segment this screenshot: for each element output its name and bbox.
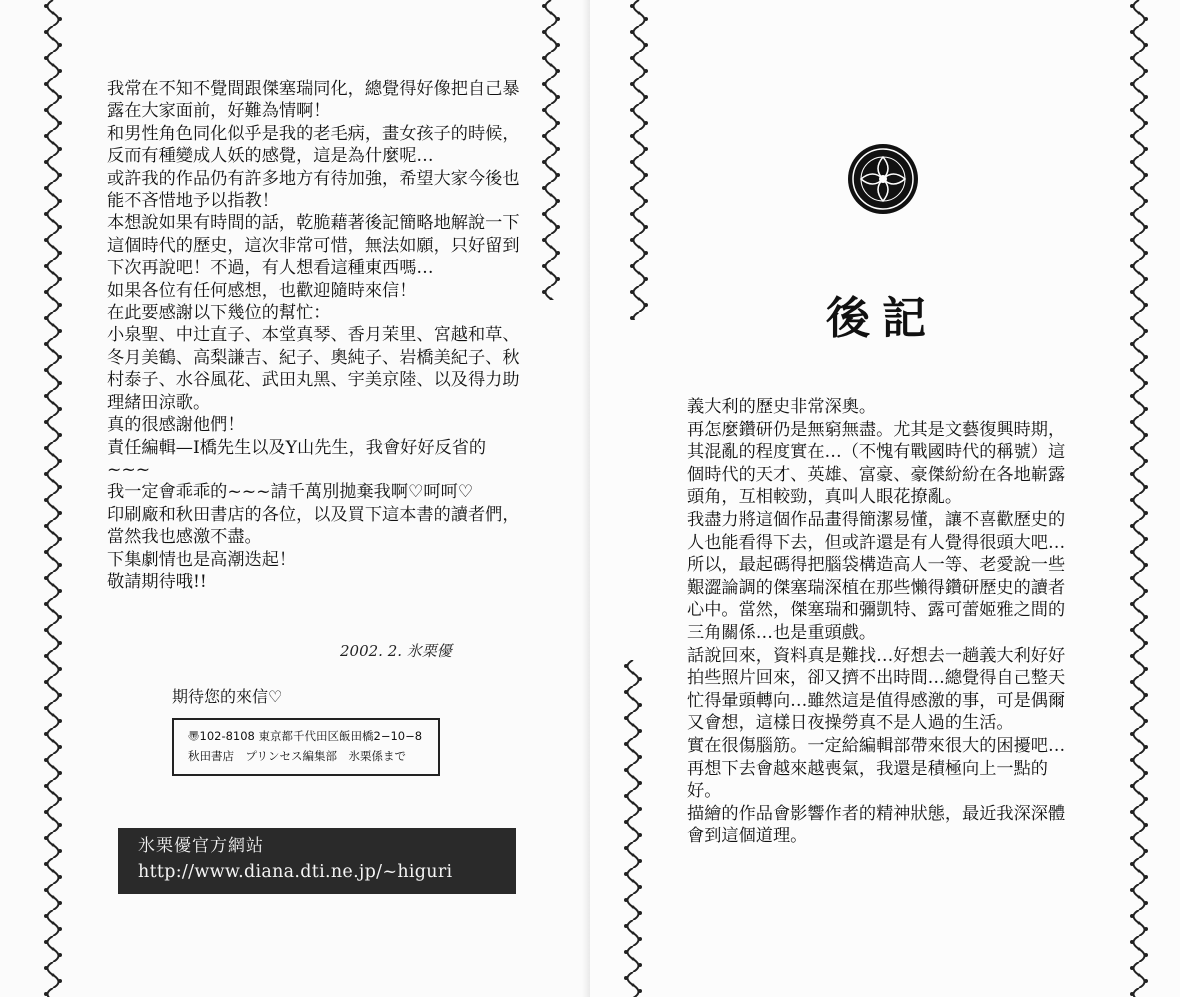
left-paragraph: 小泉聖、中辻直子、本堂真琴、香月茉里、宮越和草、冬月美鶴、高梨謙吉、紀子、奧純子、岩橋美紀子、秋村泰子、水谷風花、武田丸黑、宇美京陸、以及得力助理緒田涼歌。: [107, 325, 520, 413]
right-inner-border-ornament: [626, 0, 650, 320]
right-paragraph: 所以，最起碼得把腦袋構造高人一等、老愛說一些艱澀論調的傑塞瑞深植在那些懶得鑽研歷史的讀者心中。當然，傑塞瑞和彌凱特、露可蕾姬雅之間的三角關係…也是重頭戲。: [687, 555, 1066, 643]
left-paragraph: 責任編輯—I橋先生以及Y山先生，我會好好反省的~~~: [107, 437, 487, 480]
left-outer-border-ornament: [40, 0, 66, 997]
right-outer-border-ornament: [1126, 0, 1152, 997]
address-line: 〠102-8108 東京都千代田区飯田橋2−10−8: [188, 729, 423, 743]
left-paragraph: 我一定會乖乖的~~~請千萬別拋棄我啊♡呵呵♡: [107, 482, 474, 503]
left-inner-border-ornament: [538, 0, 562, 300]
page-title: 後記: [826, 293, 938, 344]
left-paragraph: 或許我的作品仍有許多地方有待加強，希望大家今後也能不吝惜地予以指教！: [107, 168, 520, 212]
letters-heading: 期待您的來信♡: [172, 687, 283, 706]
left-page-text: [107, 78, 527, 593]
site-title: 氷栗優官方網站: [138, 836, 264, 856]
right-paragraph: 義大利的歷史非常深奧。: [687, 397, 877, 417]
right-paragraph: 我盡力將這個作品畫得簡潔易懂，讓不喜歡歷史的人也能看得下去，但或許還是有人覺得很頭大吧…: [687, 509, 1066, 553]
left-paragraph: 和男性角色同化似乎是我的老毛病，畫女孩子的時候，反而有種變成人妖的感覺，這是為什麼呢…: [107, 123, 520, 167]
site-url: http://www.diana.dti.ne.jp/~higuri: [138, 862, 453, 882]
left-paragraph: 真的很感謝他們！: [107, 415, 245, 436]
address-line: 秋田書店 プリンセス編集部 氷栗係まで: [188, 749, 407, 763]
left-paragraph: 在此要感謝以下幾位的幫忙：: [107, 303, 331, 324]
left-paragraph: 印刷廠和秋田書店的各位，以及買下這本書的讀者們，當然我也感激不盡。: [107, 504, 520, 548]
left-paragraph: 如果各位有任何感想，也歡迎隨時來信！: [107, 280, 417, 301]
left-paragraph: 本想說如果有時間的話，乾脆藉著後記簡略地解說一下這個時代的歷史，這次非常可惜，無法如願，只好留到下次再說吧！不過，有人想看這種東西嗎…: [107, 213, 520, 279]
left-paragraph: 敬請期待哦!!: [107, 571, 207, 592]
right-page-text: [687, 396, 1082, 848]
ornament-medallion-icon: [847, 143, 919, 215]
right-paragraph: 話說回來，資料真是難找…好想去一趟義大利好好拍些照片回來，卻又擠不出時間…總覺得自己整天忙得暈頭轉向…雖然這是值得感激的事，可是偶爾又會想，這樣日夜操勞真不是人過的生活。: [687, 645, 1066, 734]
official-site-banner: [118, 828, 516, 894]
left-paragraph: 下集劇情也是高潮迭起！: [107, 549, 297, 570]
left-paragraph: 我常在不知不覺間跟傑塞瑞同化，總覺得好像把自己暴露在大家面前，好難為情啊！: [107, 79, 520, 122]
fan-mail-address-box: [172, 718, 440, 776]
right-paragraph: 描繪的作品會影響作者的精神狀態，最近我深深體會到這個道理。: [687, 803, 1066, 847]
right-inner-lower-ornament: [620, 660, 644, 997]
handwritten-signature: 2002. 2. 氷栗優: [340, 642, 452, 660]
right-paragraph: 實在很傷腦筋。一定給編輯部帶來很大的困擾吧…再想下去會越來越喪氣，我還是積極向上一點的好。: [687, 735, 1066, 802]
right-paragraph: 再怎麼鑽研仍是無窮無盡。尤其是文藝復興時期，其混亂的程度實在…（不愧有戰國時代的稱號）這個時代的天才、英雄、富豪、豪傑紛紛在各地嶄露頭角，互相較勁，真叫人眼花撩亂。: [687, 419, 1066, 508]
